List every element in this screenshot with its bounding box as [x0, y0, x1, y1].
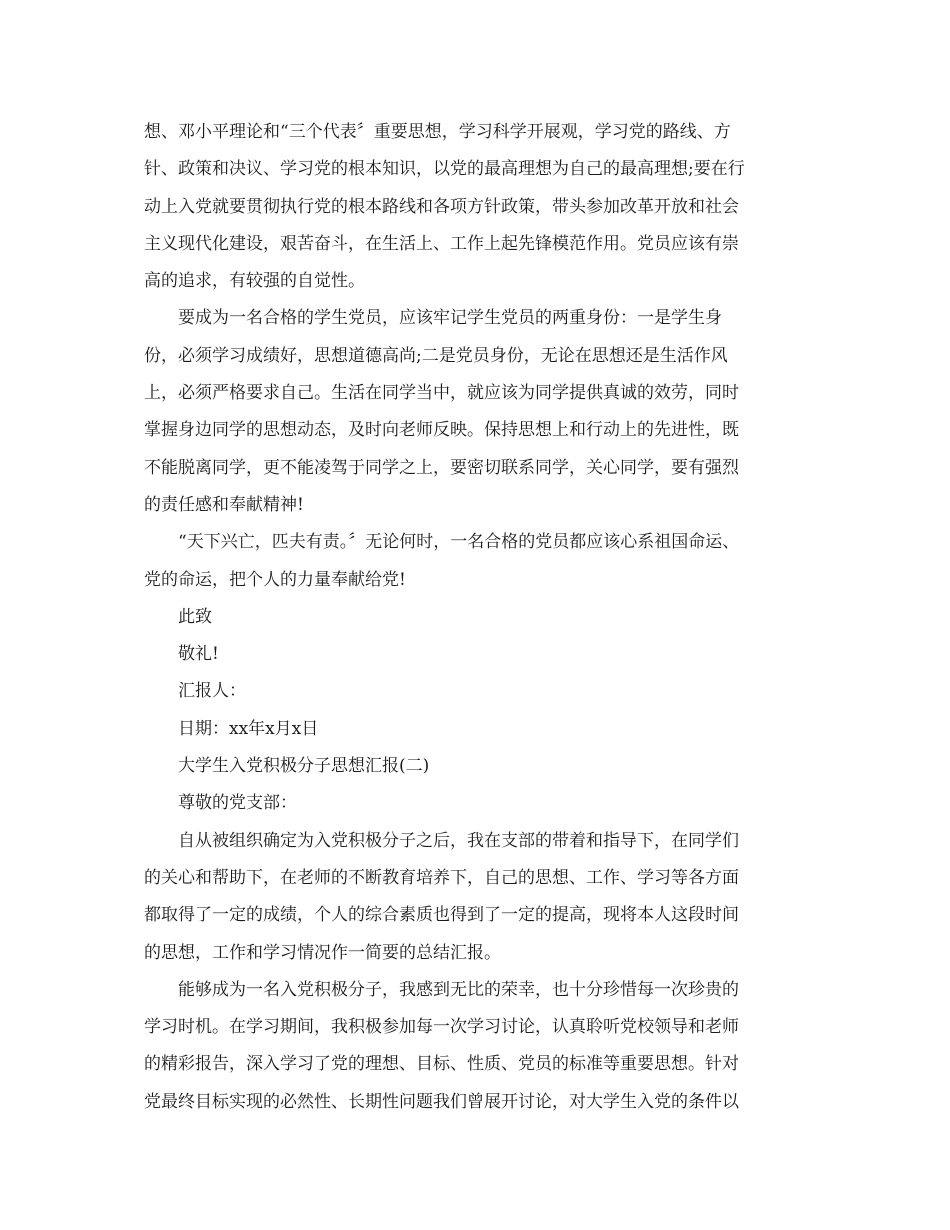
document-body: [144, 114, 804, 1121]
text-line: 的思想，工作和学习情况作一简要的总结汇报。: [144, 942, 501, 963]
text-line: 动上入党就要贯彻执行党的根本路线和各项方针政策，带头参加改革开放和社会: [144, 196, 739, 217]
text-line: 日期：xx年x月x日: [178, 718, 319, 739]
text-line: 高的追求，有较强的自觉性。: [144, 271, 365, 292]
text-line: 党最终目标实现的必然性、长期性问题我们曾展开讨论，对大学生入党的条件以: [144, 1091, 739, 1112]
text-line: 此致: [178, 606, 212, 627]
text-line: “天下兴亡，匹夫有责。〞无论何时，一名合格的党员都应该心系祖国命运、: [178, 532, 740, 553]
text-line: 能够成为一名入党积极分子，我感到无比的荣幸，也十分珍惜每一次珍贵的: [178, 979, 739, 1000]
text-line: 自从被组织确定为入党积极分子之后，我在支部的带着和指导下，在同学们: [178, 830, 739, 851]
text-line: 汇报人：: [178, 681, 246, 702]
text-line: 的关心和帮助下，在老师的不断教育培养下，自己的思想、工作、学习等各方面: [144, 867, 739, 888]
text-line: 上，必须严格要求自己。生活在同学当中，就应该为同学提供真诚的效劳，同时: [144, 383, 739, 404]
text-line: 敬礼!: [178, 644, 219, 665]
text-line: 尊敬的党支部：: [178, 793, 297, 814]
text-line: 主义现代化建设，艰苦奋斗，在生活上、工作上起先锋模范作用。党员应该有崇: [144, 233, 739, 254]
text-line: 都取得了一定的成绩，个人的综合素质也得到了一定的提高，现将本人这段时间: [144, 905, 739, 926]
text-line: 大学生入党积极分子思想汇报(二): [178, 756, 430, 777]
text-line: 想、邓小平理论和“三个代表〞重要思想，学习科学开展观，学习党的路线、方: [144, 122, 731, 142]
text-line: 针、政策和决议、学习党的根本知识，以党的最高理想为自己的最高理想;要在行: [144, 159, 745, 180]
text-line: 学习时机。在学习期间，我积极参加每一次学习讨论，认真聆听党校领导和老师: [144, 1017, 739, 1038]
text-line: 的精彩报告，深入学习了党的理想、目标、性质、党员的标准等重要思想。针对: [144, 1054, 739, 1075]
text-line: 要成为一名合格的学生党员，应该牢记学生党员的两重身份：一是学生身: [178, 308, 722, 329]
text-line: 掌握身边同学的思想动态，及时向老师反映。保持思想上和行动上的先进性，既: [144, 420, 739, 441]
text-line: 的责任感和奉献精神!: [144, 494, 304, 515]
text-line: 不能脱离同学，更不能凌驾于同学之上，要密切联系同学，关心同学，要有强烈: [144, 457, 739, 478]
text-line: 党的命运，把个人的力量奉献给党!: [144, 569, 406, 590]
text-line: 份，必须学习成绩好，思想道德高尚;二是党员身份，无论在思想还是生活作风: [144, 345, 728, 366]
